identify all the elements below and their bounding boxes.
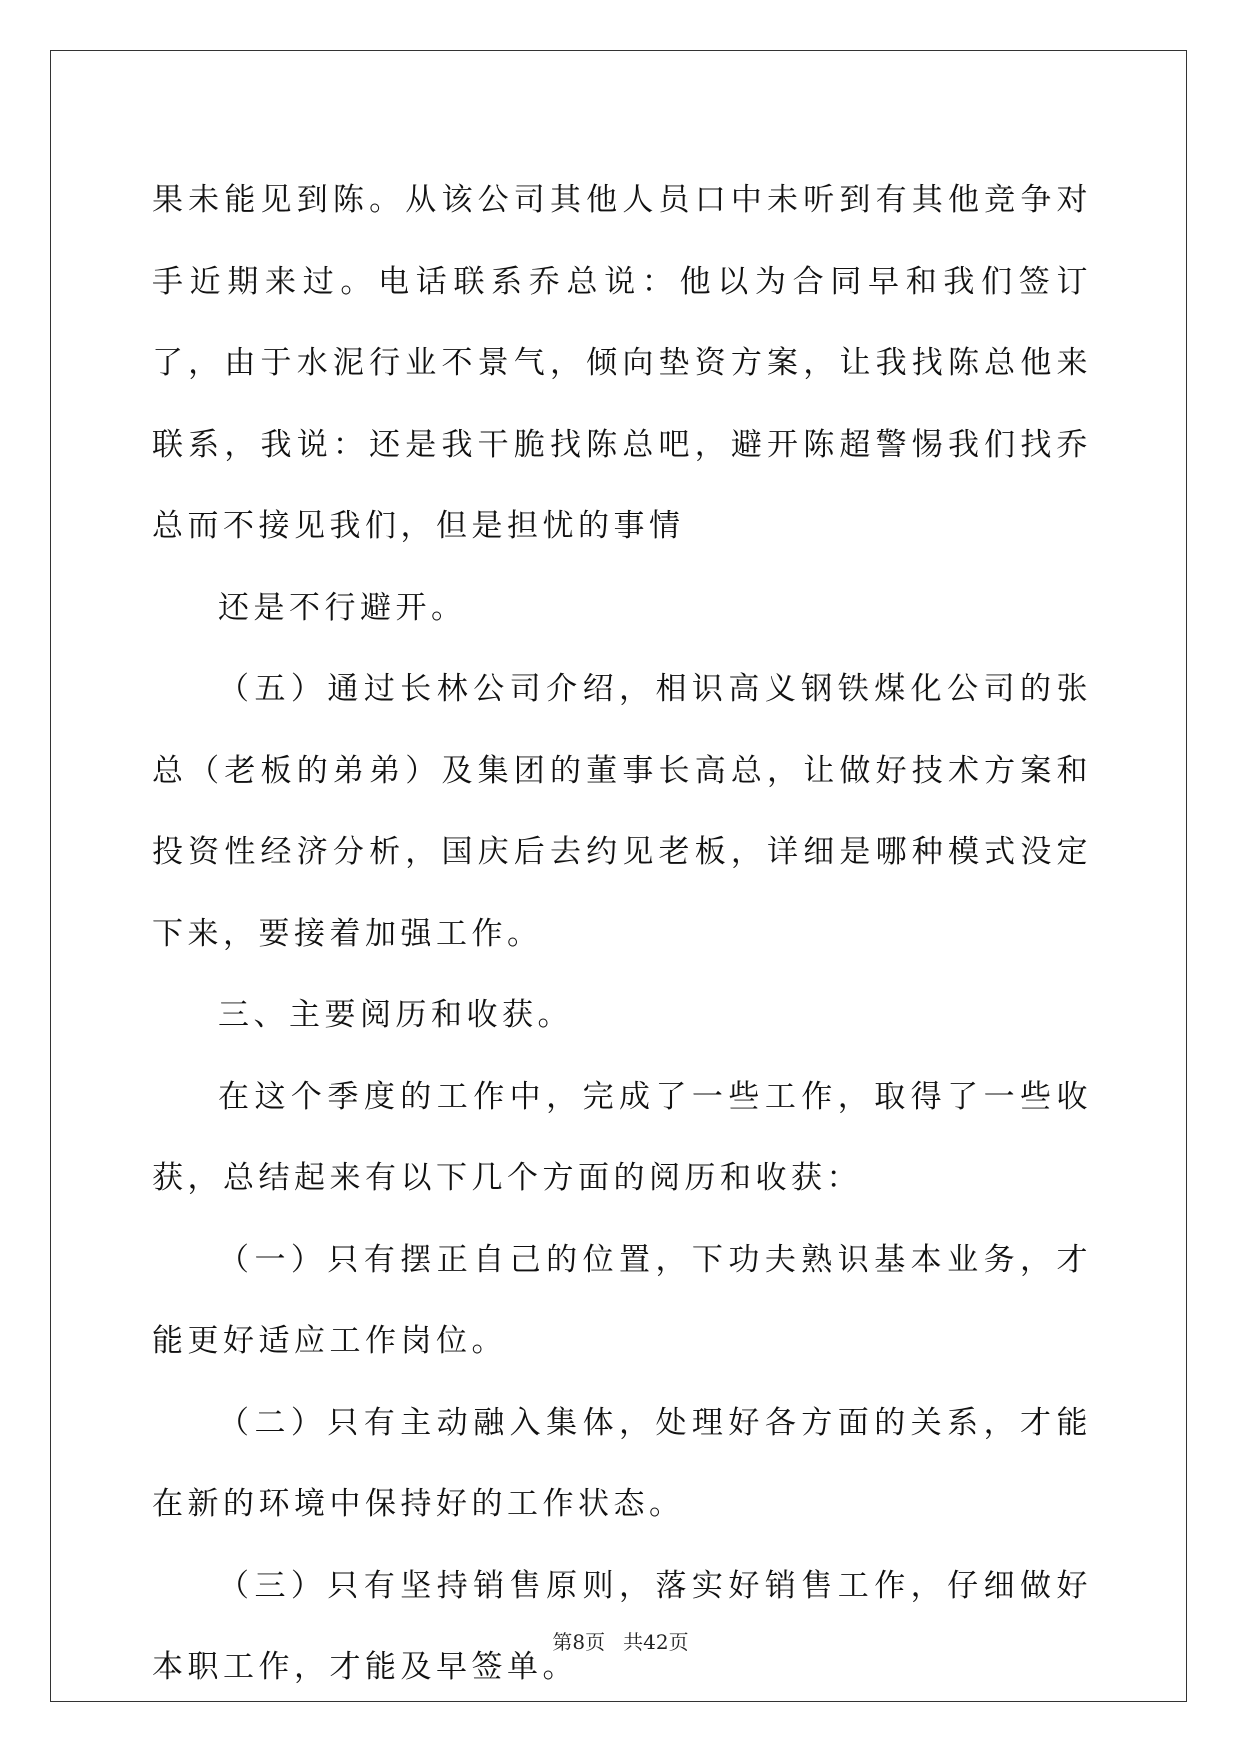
paragraph-8: （三）只有坚持销售原则，落实好销售工作，仔细做好本职工作，才能及早签单。: [152, 1567, 1092, 1685]
paragraph-5: 在这个季度的工作中，完成了一些工作，取得了一些收获，总结起来有以下几个方面的阅历和收获：: [152, 1078, 1092, 1196]
paragraph-3: （五）通过长林公司介绍，相识高义钢铁煤化公司的张总（老板的弟弟）及集团的董事长高总，让做好技术方案和投资性经济分析，国庆后去约见老板，详细是哪种模式没定下来，要接着加强工作。: [152, 671, 1092, 952]
page-number: 第8页: [552, 1630, 606, 1654]
paragraph-2: 还是不行避开。: [218, 589, 467, 626]
paragraph-7: （二）只有主动融入集体，处理好各方面的关系，才能在新的环境中保持好的工作状态。: [152, 1404, 1092, 1522]
paragraph-6: （一）只有摆正自己的位置，下功夫熟识基本业务，才能更好适应工作岗位。: [152, 1241, 1092, 1359]
page-total: 共42页: [623, 1630, 689, 1654]
document-body: [152, 160, 1092, 1709]
page-footer: [0, 1626, 1241, 1655]
paragraph-1: 果未能见到陈。从该公司其他人员口中未听到有其他竞争对手近期来过。电话联系乔总说：他以为合同早和我们签订了，由于水泥行业不景气，倾向垫资方案，让我找陈总他来联系，我说：还是我干脆找陈总吧，避开陈超警惕我们找乔总而不接见我们，但是担忧的事情: [152, 182, 1092, 544]
section-heading: 三、主要阅历和收获。: [218, 997, 573, 1033]
